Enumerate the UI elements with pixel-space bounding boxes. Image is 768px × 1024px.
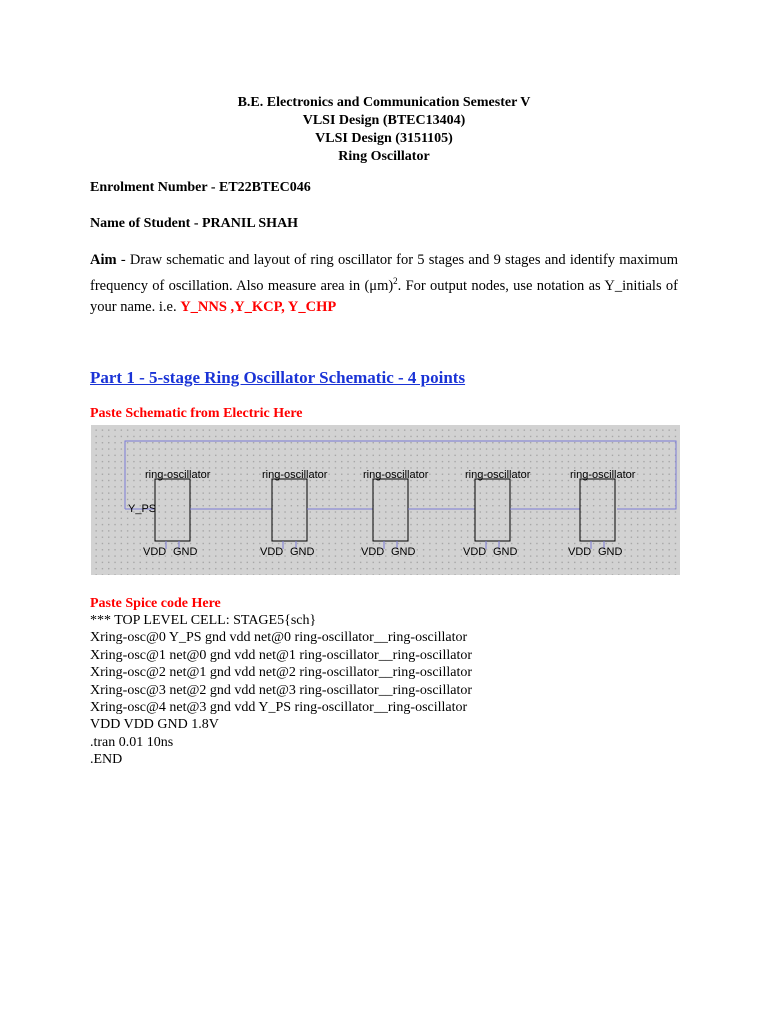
- gnd-label: GND: [493, 546, 518, 558]
- oscillator-stage-box: [580, 479, 615, 541]
- gnd-label: GND: [173, 546, 198, 558]
- subject-code-1: VLSI Design (BTEC13404): [302, 113, 466, 128]
- schematic-image: [91, 425, 680, 575]
- oscillator-stage-box: [155, 479, 190, 541]
- vdd-label: VDD: [568, 546, 592, 558]
- spice-code: [90, 612, 472, 769]
- vdd-label: VDD: [463, 546, 487, 558]
- paste-schematic-label: Paste Schematic from Electric Here: [90, 406, 303, 421]
- spice-line: Xring-osc@1 net@0 gnd vdd net@1 ring-oscillator__ring-oscillator: [90, 647, 472, 663]
- gnd-label: GND: [598, 546, 623, 558]
- aim-examples: Y_NNS ,Y_KCP, Y_CHP: [180, 298, 337, 315]
- aim-text-1: - Draw schematic and layout of ring oscillator for 5 stages and 9 stages and identify maximum frequency of oscillation. Also measure area in (μm): [90, 252, 678, 294]
- vdd-label: VDD: [361, 546, 385, 558]
- schematic-drawing: [91, 425, 680, 575]
- oscillator-stage-box: [475, 479, 510, 541]
- aim-paragraph: [90, 250, 678, 318]
- oscillator-stage-box: [373, 479, 408, 541]
- aim-superscript: 2: [393, 276, 398, 286]
- course-title: B.E. Electronics and Communication Semester V: [237, 95, 531, 110]
- stage-label: ring-oscillator: [145, 469, 211, 481]
- paste-spice-label: Paste Spice code Here: [90, 596, 221, 611]
- aim-label: Aim: [90, 252, 117, 268]
- vdd-label: VDD: [143, 546, 167, 558]
- spice-line: Xring-osc@3 net@2 gnd vdd net@3 ring-oscillator__ring-oscillator: [90, 682, 472, 698]
- stage-label: ring-oscillator: [465, 469, 531, 481]
- experiment-title: Ring Oscillator: [338, 149, 430, 164]
- stage-label: ring-oscillator: [570, 469, 636, 481]
- spice-line: Xring-osc@0 Y_PS gnd vdd net@0 ring-oscillator__ring-oscillator: [90, 630, 468, 646]
- spice-line: Xring-osc@2 net@1 gnd vdd net@2 ring-oscillator__ring-oscillator: [90, 665, 472, 681]
- stage-label: ring-oscillator: [262, 469, 328, 481]
- node-label-y-ps: Y_PS: [128, 503, 157, 515]
- spice-line: *** TOP LEVEL CELL: STAGE5{sch}: [90, 613, 317, 628]
- gnd-label: GND: [290, 546, 315, 558]
- spice-line: VDD VDD GND 1.8V: [90, 717, 219, 733]
- oscillator-stage-box: [272, 479, 307, 541]
- vdd-label: VDD: [260, 546, 284, 558]
- spice-line: .END: [90, 752, 123, 768]
- gnd-label: GND: [391, 546, 416, 558]
- spice-line: .tran 0.01 10ns: [90, 734, 174, 750]
- subject-code-2: VLSI Design (3151105): [315, 131, 453, 146]
- spice-line: Xring-osc@4 net@3 gnd vdd Y_PS ring-oscillator__ring-oscillator: [90, 700, 468, 716]
- enrolment-number: Enrolment Number - ET22BTEC046: [90, 180, 311, 195]
- student-name: Name of Student - PRANIL SHAH: [90, 216, 299, 231]
- aim-text-2: . For output nodes, use notation as Y_initials of your name. i.e.: [90, 277, 678, 315]
- part1-heading-link[interactable]: Part 1 - 5-stage Ring Oscillator Schematic - 4 points: [90, 368, 466, 387]
- stage-label: ring-oscillator: [363, 469, 429, 481]
- document-header: [0, 94, 768, 166]
